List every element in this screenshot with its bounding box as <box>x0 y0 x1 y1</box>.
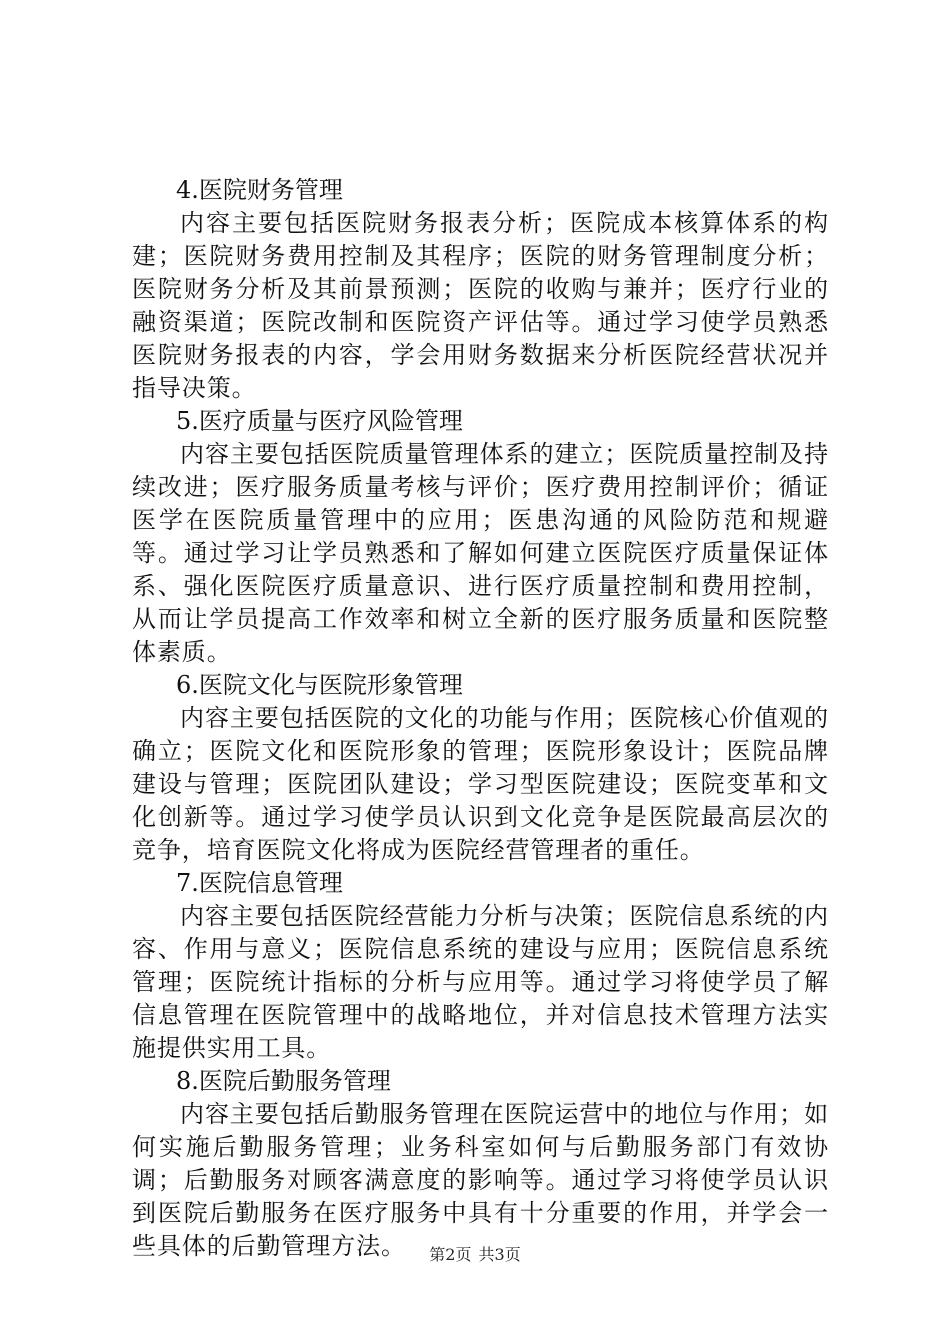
section-heading: 6.医院文化与医院形象管理 <box>176 671 463 699</box>
section-quality-risk-management <box>132 405 829 669</box>
document-body <box>132 174 829 1263</box>
section-information-management <box>132 867 829 1065</box>
section-financial-management <box>132 174 829 405</box>
section-paragraph: 内容主要包括医院经营能力分析与决策；医院信息系统的内容、作用与意义；医院信息系统的建设与应用；医院信息系统管理；医院统计指标的分析与应用等。通过学习将使学员了解信息管理在医院管理中的战略地位，并对信息技术管理方法实施提供实用工具。 <box>132 902 829 1062</box>
section-heading: 5.医疗质量与医疗风险管理 <box>176 407 463 435</box>
section-paragraph: 内容主要包括后勤服务管理在医院运营中的地位与作用；如何实施后勤服务管理；业务科室如何与后勤服务部门有效协调；后勤服务对顾客满意度的影响等。通过学习将使学员认识到医院后勤服务在医疗服务中具有十分重要的作用，并学会一些具体的后勤管理方法。 <box>132 1100 829 1260</box>
section-heading: 8.医院后勤服务管理 <box>176 1067 391 1095</box>
section-paragraph: 内容主要包括医院财务报表分析；医院成本核算体系的构建；医院财务费用控制及其程序；医院的财务管理制度分析；医院财务分析及其前景预测；医院的收购与兼并；医疗行业的融资渠道；医院改制和医院资产评估等。通过学习使学员熟悉医院财务报表的内容，学会用财务数据来分析医院经营状况并指导决策。 <box>132 209 829 402</box>
section-heading: 7.医院信息管理 <box>176 869 343 897</box>
section-culture-image-management <box>132 669 829 867</box>
section-paragraph: 内容主要包括医院的文化的功能与作用；医院核心价值观的确立；医院文化和医院形象的管理；医院形象设计；医院品牌建设与管理；医院团队建设；学习型医院建设；医院变革和文化创新等。通过学习使学员认识到文化竞争是医院最高层次的竞争，培育医院文化将成为医院经营管理者的重任。 <box>132 704 829 864</box>
section-logistics-management <box>132 1065 829 1263</box>
page-number-footer: 第2页 共3页 <box>429 1245 521 1264</box>
section-heading: 4.医院财务管理 <box>176 176 343 204</box>
section-paragraph: 内容主要包括医院质量管理体系的建立；医院质量控制及持续改进；医疗服务质量考核与评价；医疗费用控制评价；循证医学在医院质量管理中的应用；医患沟通的风险防范和规避等。通过学习让学员熟悉和了解如何建立医院医疗质量保证体系、强化医院医疗质量意识、进行医疗质量控制和费用控制，从而让学员提高工作效率和树立全新的医疗服务质量和医院整体素质。 <box>132 440 829 666</box>
